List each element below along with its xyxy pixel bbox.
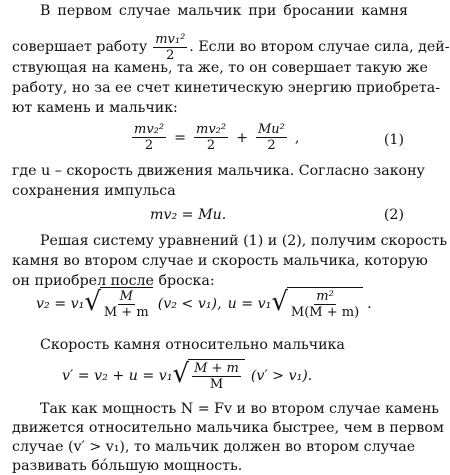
work-numerator: mv₁² (155, 32, 186, 47)
paragraph-1-line-1: В первом случае мальчик при бросании камня (40, 3, 408, 19)
eq1-lhs-fraction (132, 122, 166, 153)
eq3-u-lhs: u = v₁ (227, 295, 272, 312)
eq4-lhs: v′ = v₂ + u = v₁ (62, 367, 173, 384)
eq3-frac2-den: M(M + m) (290, 305, 360, 320)
work-text: совершает работу (12, 39, 148, 55)
eq1-rhs-num: Mu² (258, 122, 285, 137)
eq4-frac-den: M (209, 377, 224, 392)
paragraph-2-line-1: где u – скорость движения мальчика. Согласно закону (12, 163, 425, 179)
eq1-rhs-den: 2 (267, 138, 276, 153)
eq1-mid-num: mv₂² (196, 122, 227, 137)
eq1-equals: = (174, 129, 186, 146)
eq3-frac1-num: M (119, 289, 133, 304)
eq3-frac1-den: M + m (103, 305, 149, 320)
eq1-mid-fraction (194, 122, 228, 153)
eq1-mid-den: 2 (206, 138, 216, 153)
eq1-comma: , (294, 129, 300, 146)
paragraph-5-line-2: движется относительно мальчика быстрее, чем в первом (12, 420, 444, 436)
paragraph-1-line-5: ют камень и мальчик: (12, 100, 178, 116)
paragraph-3-line-3: он приобрел после броска: (12, 273, 215, 289)
equation-1-number: (1) (383, 132, 404, 148)
eq4-frac (192, 361, 241, 392)
sqrt-1-icon: √ (84, 287, 101, 317)
paragraph-5-line-4: развивать бóльшую мощность. (12, 458, 243, 474)
equation-1 (130, 122, 299, 153)
eq1-rhs-fraction (256, 122, 287, 153)
paragraph-5-line-1: Так как мощность N = Fv и во втором случае камень (40, 401, 440, 417)
eq4-frac-num: M + m (194, 361, 239, 376)
sqrt-3-icon: √ (172, 359, 190, 389)
eq3-sqrt-1 (84, 287, 152, 320)
eq3-sqrt-2 (271, 287, 363, 320)
paragraph-1-line-4: работу, но за ее счет кинетическую энергию приобрета- (12, 80, 441, 96)
eq3-v2-lhs: v₂ = v₁ (36, 295, 85, 312)
eq1-plus: + (236, 129, 248, 146)
eq3-frac-1 (104, 289, 149, 320)
eq1-lhs-den: 2 (144, 138, 154, 153)
paragraph-1-line-2 (12, 32, 450, 63)
paragraph-2-line-2: сохранения импульса (12, 183, 176, 199)
paragraph-4-line-1: Скорость камня относительно мальчика (40, 337, 345, 353)
work-fraction (153, 32, 187, 63)
paragraph-1-line-3: ствующая на камень, та же, то он совершает такую же (12, 60, 428, 76)
eq1-lhs-num: mv₂² (134, 122, 165, 137)
eq3-frac-2 (291, 289, 359, 320)
paragraph-3-line-1: Решая систему уравнений (1) и (2), получим скорость (40, 233, 448, 249)
equation-4 (62, 359, 312, 392)
eq3-condition: (v₂ < v₁), (157, 295, 222, 312)
equation-3 (36, 287, 372, 320)
eq4-condition: (v′ > v₁). (250, 367, 313, 384)
paragraph-3-line-2: камня во втором случае и скорость мальчика, которую (12, 253, 428, 269)
work-text-end: . Если во втором случае сила, дей- (189, 39, 450, 55)
work-denominator: 2 (166, 48, 175, 63)
eq4-sqrt (173, 359, 245, 392)
paragraph-5-line-3: случае (v′ > v₁), то мальчик должен во втором случае (12, 439, 416, 455)
sqrt-2-icon: √ (271, 287, 288, 317)
equation-2-number: (2) (383, 207, 404, 223)
equation-2: mv₂ = Mu. (150, 207, 227, 223)
eq3-frac2-num: m² (316, 289, 334, 304)
eq3-period: . (367, 295, 372, 312)
